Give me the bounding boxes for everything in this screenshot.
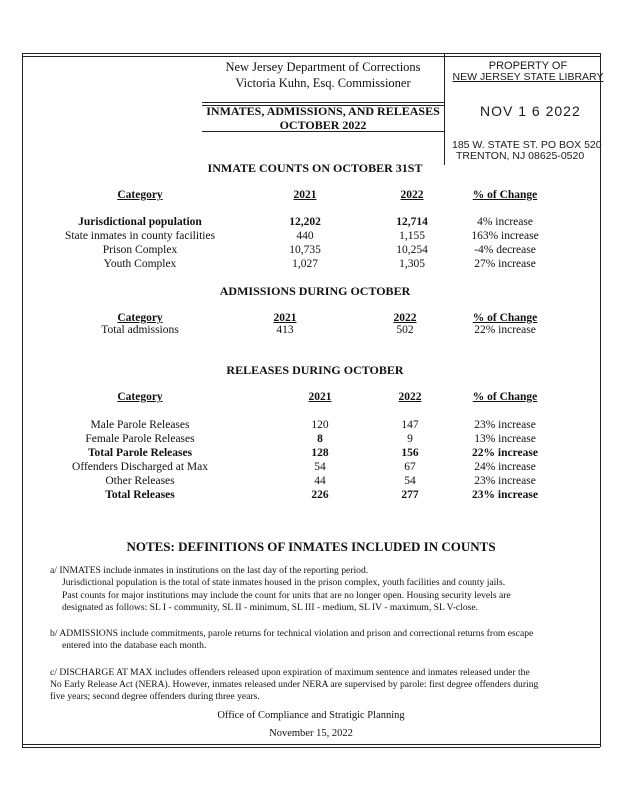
stamp-address-city: TRENTON, NJ 08625-0520 — [456, 150, 585, 162]
frame-top-line-2 — [22, 56, 600, 57]
row-category: Youth Complex — [103, 258, 177, 270]
row-2022: 502 — [396, 324, 414, 336]
row-change: 27% increase — [474, 258, 536, 270]
footer-office: Office of Compliance and Stratigic Planning — [217, 710, 405, 721]
stamp-property-of: PROPERTY OF — [488, 60, 568, 72]
stamp-library-name: NEW JERSEY STATE LIBRARY — [452, 71, 604, 83]
counts-heading: INMATE COUNTS ON OCTOBER 31ST — [207, 161, 423, 175]
row-2021: 12,202 — [289, 216, 321, 228]
frame-right-line — [600, 53, 601, 747]
report-month: OCTOBER 2022 — [279, 118, 367, 132]
row-2021: 120 — [311, 419, 329, 431]
row-2022: 1,155 — [399, 230, 425, 242]
row-category: Total admissions — [101, 324, 179, 336]
department-name: New Jersey Department of Corrections — [225, 60, 421, 74]
row-2022: 67 — [404, 461, 416, 473]
commissioner-name: Victoria Kuhn, Esq. Commissioner — [235, 76, 411, 90]
stamp-received-date: NOV 1 6 2022 — [480, 103, 581, 119]
row-2022: 9 — [407, 433, 413, 445]
frame-top-line — [22, 53, 600, 54]
note-c-line1: c/ DISCHARGE AT MAX includes offenders released upon expiration of maximum sentence and inmates released under the — [50, 666, 530, 678]
releases-table — [45, 390, 565, 505]
col-header-change: % of Change — [472, 391, 538, 403]
row-2021: 1,027 — [292, 258, 318, 270]
releases-heading: RELEASES DURING OCTOBER — [226, 363, 404, 377]
row-change: 4% increase — [477, 216, 533, 228]
row-category: Female Parole Releases — [85, 433, 195, 445]
frame-left-line — [22, 53, 23, 747]
row-2021: 54 — [314, 461, 326, 473]
row-category: Total Parole Releases — [87, 447, 193, 459]
col-header-2021: 2021 — [308, 391, 332, 403]
col-header-2021: 2021 — [273, 312, 297, 324]
stamp-address-street: 185 W. STATE ST. PO BOX 520 — [452, 139, 602, 151]
admissions-table — [45, 311, 565, 341]
col-header-category: Category — [117, 189, 163, 201]
note-a-line4: designated as follows: SL I - community, SL II - minimum, SL III - medium, SL IV - maximum, SL V-close. — [62, 601, 479, 613]
col-header-change: % of Change — [472, 189, 538, 201]
row-2021: 10,735 — [289, 244, 321, 256]
header-divider-line — [202, 102, 444, 103]
row-2022: 10,254 — [396, 244, 428, 256]
row-category: Jurisdictional population — [78, 216, 202, 228]
report-title: INMATES, ADMISSIONS, AND RELEASES — [206, 104, 440, 118]
row-change: 24% increase — [474, 461, 536, 473]
col-header-category: Category — [117, 312, 163, 324]
row-2022: 1,305 — [399, 258, 425, 270]
note-b-line2: entered into the database each month. — [62, 640, 207, 652]
notes-body — [50, 565, 587, 704]
row-category: Offenders Discharged at Max — [72, 461, 208, 473]
row-change: 23% increase — [474, 475, 536, 487]
col-header-2022: 2022 — [398, 391, 422, 403]
frame-bottom-line-2 — [22, 747, 600, 748]
row-change: 13% increase — [474, 433, 536, 445]
row-2022: 147 — [401, 419, 419, 431]
row-2022: 54 — [404, 475, 416, 487]
col-header-category: Category — [117, 391, 163, 403]
row-category: State inmates in county facilities — [64, 230, 216, 242]
row-2021: 440 — [296, 230, 314, 242]
row-2022: 156 — [401, 447, 419, 459]
row-2021: 226 — [311, 489, 329, 501]
note-a-line1: a/ INMATES include inmates in institutions on the last day of the reporting period. — [50, 565, 369, 576]
note-a-line2: Jurisdictional population is the total of state inmates housed in the prison complex, youth facilities and county jails. — [62, 577, 506, 589]
row-2022: 12,714 — [396, 216, 428, 228]
row-category: Total Releases — [105, 489, 175, 501]
footer-date: November 15, 2022 — [269, 728, 353, 739]
note-c-line3: five years; second degree offenders during three years. — [50, 691, 260, 703]
row-change: -4% decrease — [474, 244, 536, 256]
row-category: Male Parole Releases — [90, 419, 190, 431]
col-header-2021: 2021 — [293, 189, 317, 201]
col-header-2022: 2022 — [400, 189, 424, 201]
row-change: 22% increase — [474, 324, 536, 336]
row-category: Prison Complex — [102, 244, 178, 256]
header-right-line — [444, 53, 445, 165]
admissions-heading: ADMISSIONS DURING OCTOBER — [219, 284, 411, 298]
frame-bottom-line — [22, 744, 600, 745]
counts-table — [45, 188, 565, 278]
notes-heading: NOTES: DEFINITIONS OF INMATES INCLUDED IN COUNTS — [126, 539, 496, 554]
row-2022: 277 — [401, 489, 419, 501]
row-2021: 8 — [317, 433, 323, 445]
note-c-line2: No Early Release Act (NERA). However, inmates released under NERA are supervised by parole: first degree offenders during — [50, 679, 539, 691]
row-change: 23% increase — [474, 419, 536, 431]
row-change: 163% increase — [471, 230, 539, 242]
row-2021: 44 — [314, 475, 326, 487]
note-b-line1: b/ ADMISSIONS include commitments, parole returns for technical violation and prison and correctional returns from escape — [50, 628, 534, 640]
row-change: 23% increase — [472, 489, 538, 501]
row-category: Other Releases — [105, 475, 175, 487]
note-a-line3: Past counts for major institutions may include the count for units that are no longer open. Housing security levels are — [62, 589, 511, 601]
row-2021: 128 — [311, 447, 329, 459]
col-header-change: % of Change — [472, 312, 538, 324]
col-header-2022: 2022 — [393, 312, 417, 324]
row-2021: 413 — [276, 324, 294, 336]
row-change: 22% increase — [472, 447, 538, 459]
